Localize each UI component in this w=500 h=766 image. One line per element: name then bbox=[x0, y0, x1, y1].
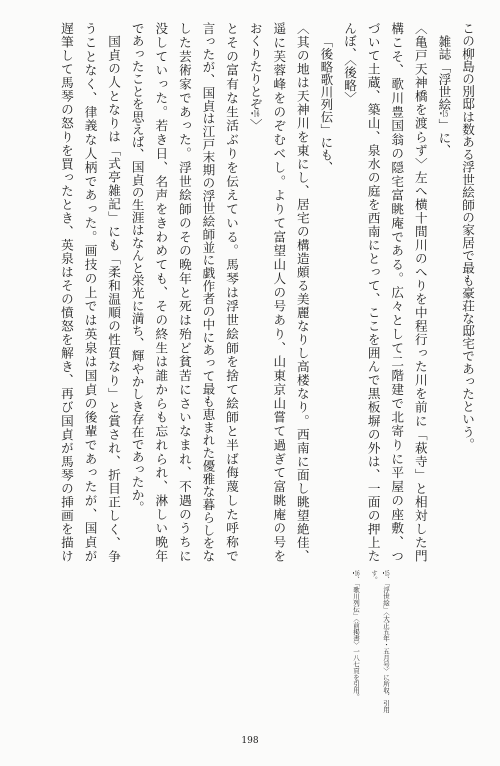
footnote-marker: •16 bbox=[352, 570, 360, 577]
text-column-18: 遅筆して馬琴の怒りを買ったとき、英泉はその憤怒を解き、再び国貞が馬琴の挿画を描け bbox=[58, 22, 74, 562]
footnote-16 bbox=[350, 570, 362, 714]
text-column-9: 遥に芙蓉峰をのぞむべし。よりて富望山人の号あり、山東京山嘗て過ぎて富眺庵の号を bbox=[271, 22, 287, 562]
body-text bbox=[54, 22, 479, 562]
footnote-text: 、「浮世絵」〈大正五年・五月号〉に所収、引用す。 bbox=[370, 570, 390, 713]
text-column-7: 「後略歌川列伝」にも、 bbox=[318, 34, 334, 174]
text-column-11: とその富有な生活ぶりを伝えている。馬琴は浮世絵師を捨て絵師と半ば侮蔑した呼称で bbox=[224, 22, 240, 562]
text-column-5: づいて土蔵、築山、泉水の庭を西南にとって、ここを囲んで黒板塀の外は、一面の押上た bbox=[365, 22, 381, 562]
text-column-16: 国貞の人となりは「式亭雑記」にも「柔和温順の性質なり」と賞され、折目正しく、争 bbox=[106, 34, 122, 562]
text-column-8: 〈其の地は天神川を東にし、居宅の構造頗る美麗なりし高楼なり。西南に面し眺望絶佳、 bbox=[294, 22, 310, 562]
footnote-reference-15: •15 bbox=[439, 110, 449, 119]
footnote-marker: •15 bbox=[382, 570, 390, 577]
text-column-14: 没していった。若き日、名声をきわめても、その終生は誰からも忘れられ、淋しい晩年 bbox=[153, 22, 169, 562]
text-column-13: した芸術家であった。浮世絵師のその晩年と死は殆ど貧苦にさいなまれ、不遇のうちに bbox=[176, 22, 192, 562]
footnotes bbox=[345, 570, 392, 714]
text-column-12: 言ったが、国貞は江戸末期の浮世絵師並に戯作者の中にあって最も恵まれた優雅な暮らしをな bbox=[200, 22, 216, 562]
text-column-4: 構こそ、歌川豊国翁の隠宅富眺庵である。広々として二階建で北寄りに平屋の座敷、つ bbox=[389, 22, 405, 562]
footnote-reference-16: •16 bbox=[250, 110, 260, 119]
text-column-2 bbox=[432, 22, 456, 562]
text-column-6: んぼ、〈後略〉 bbox=[342, 22, 358, 104]
text-column-17: うことなく、律義な人柄であった。画技の上では英泉は国貞の後輩であったが、国貞が bbox=[82, 22, 98, 562]
column-text: 〉 bbox=[247, 118, 263, 131]
page-number: 198 bbox=[241, 736, 259, 746]
column-text: おくりたりとぞ bbox=[247, 22, 263, 111]
column-text: 」に、 bbox=[436, 118, 452, 157]
text-column-15: であったことを思えば、国貞の生涯はなんと栄光に満ち、輝やかしき存在であったか。 bbox=[129, 22, 145, 514]
column-text: 雑誌「浮世絵 bbox=[436, 34, 452, 111]
footnote-15 bbox=[368, 570, 392, 714]
text-column-3: 〈亀戸天神橋を渡らず〉左へ横十間川のへりを中程行った川を前に「萩寺」と相対した門 bbox=[412, 22, 428, 562]
text-column-10 bbox=[243, 22, 267, 562]
text-column-1: この柳島の別邸は数ある浮世絵師の家居で最も豪荘な邸宅であったという。 bbox=[460, 22, 475, 451]
footnote-text: 、「歌川列伝」〈前掲書〉一八七頁を引用。 bbox=[352, 576, 360, 700]
